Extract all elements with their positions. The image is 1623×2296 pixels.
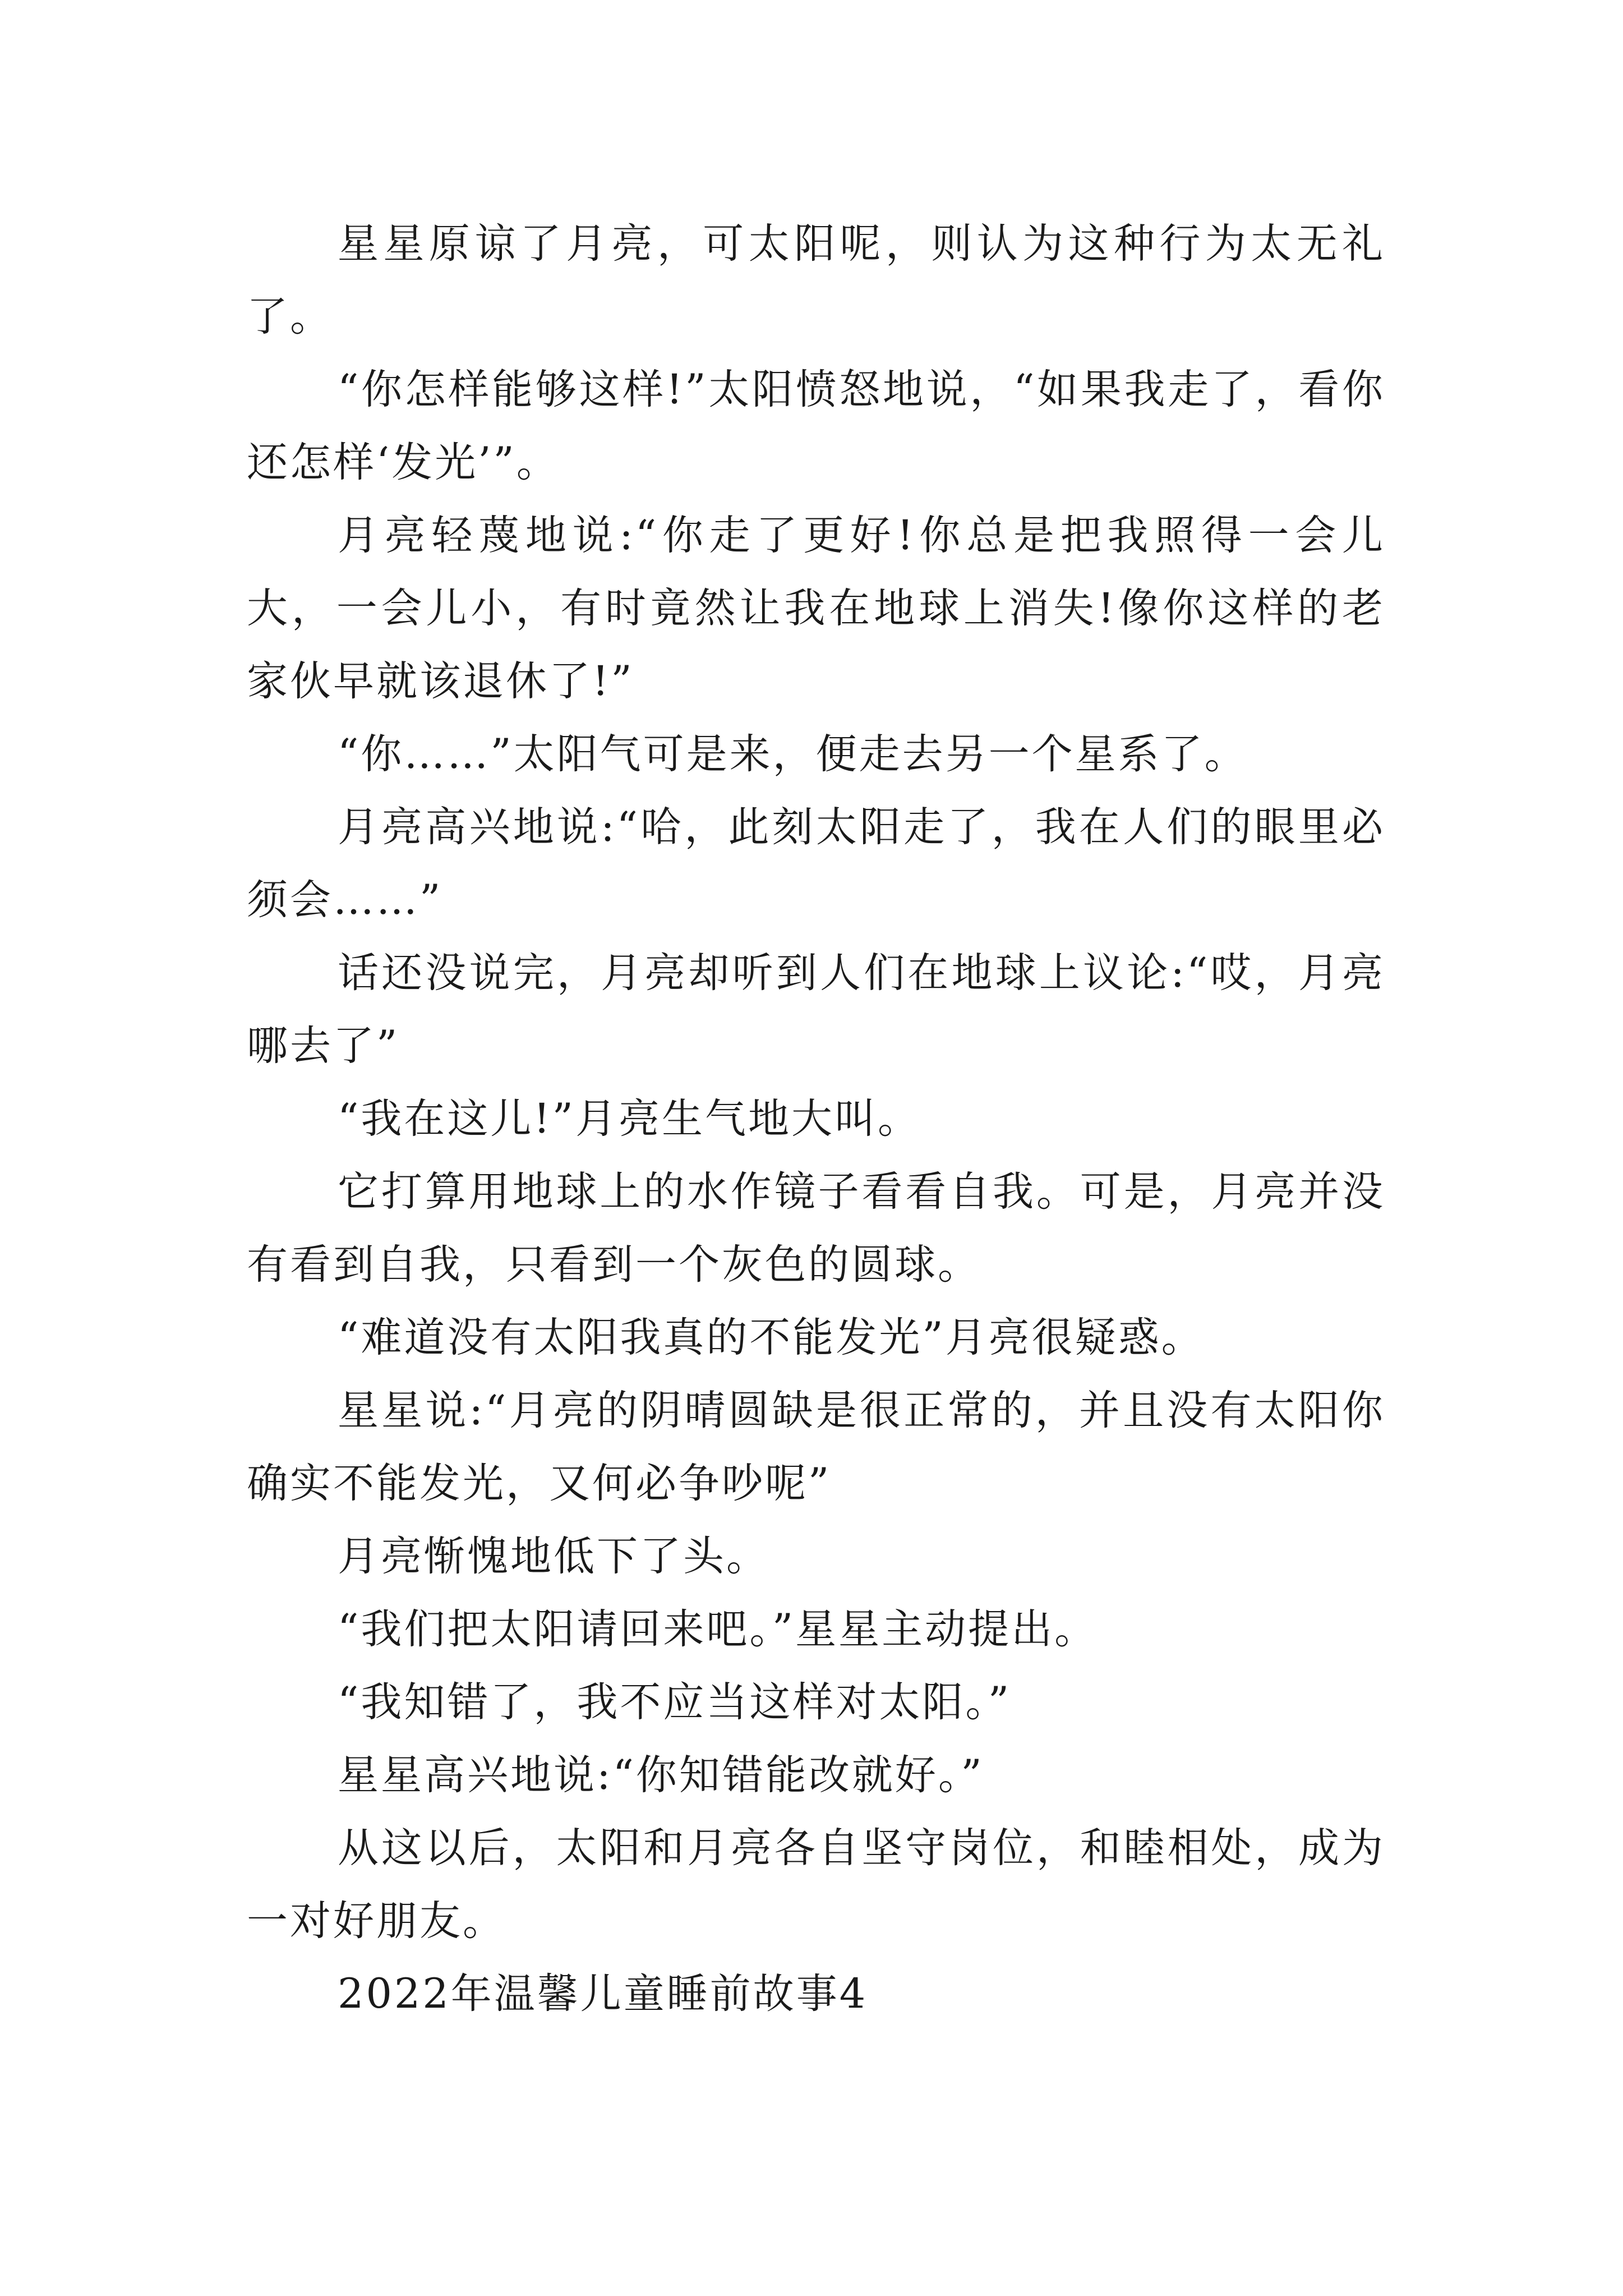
paragraph: 星星原谅了月亮，可太阳呢，则认为这种行为太无礼了。 <box>247 220 1385 341</box>
paragraph: 从这以后，太阳和月亮各自坚守岗位，和睦相处，成为一对好朋友。 <box>247 1824 1385 1945</box>
paragraph: 星星高兴地说:“你知错能改就好。” <box>338 1751 984 1799</box>
paragraph: “难道没有太阳我真的不能发光”月亮很疑惑。 <box>338 1314 1205 1361</box>
paragraph: 星星说:“月亮的阴晴圆缺是很正常的，并且没有太阳你确实不能发光，又何必争吵呢” <box>247 1387 1385 1507</box>
paragraph: 月亮惭愧地低下了头。 <box>338 1533 769 1580</box>
paragraph: 它打算用地球上的水作镜子看看自我。可是，月亮并没有看到自我，只看到一个灰色的圆球。 <box>247 1168 1385 1289</box>
paragraph: “你……”太阳气可是来，便走去另一个星系了。 <box>338 730 1248 778</box>
paragraph: “你怎样能够这样!”太阳愤怒地说，“如果我走了，看你还怎样‘发光’”。 <box>247 366 1385 486</box>
paragraph: “我知错了，我不应当这样对太阳。” <box>338 1678 1012 1726</box>
paragraph: 话还没说完，月亮却听到人们在地球上议论:“哎，月亮哪去了” <box>247 949 1385 1070</box>
paragraph: 月亮高兴地说:“哈，此刻太阳走了，我在人们的眼里必须会……” <box>247 803 1385 924</box>
section-heading: 2022年温馨儿童睡前故事4 <box>338 1970 868 2018</box>
paragraph: “我们把太阳请回来吧。”星星主动提出。 <box>338 1605 1098 1653</box>
paragraph: “我在这儿!”月亮生气地大叫。 <box>338 1095 921 1143</box>
document-body <box>247 208 1385 2031</box>
paragraph: 月亮轻蔑地说:“你走了更好!你总是把我照得一会儿大，一会儿小，有时竟然让我在地球上消失!像你这样的老家伙早就该退休了!” <box>247 512 1385 705</box>
